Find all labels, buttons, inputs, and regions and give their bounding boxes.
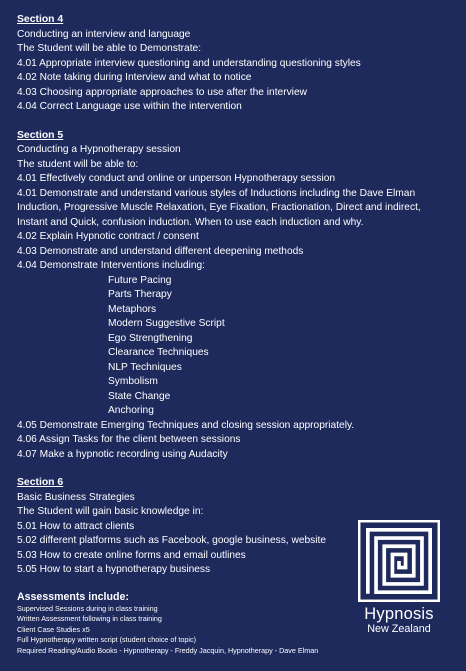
- section-6-line: 5.05 How to start a hypnotherapy business: [17, 564, 211, 575]
- section-4-line: 4.03 Choosing appropriate approaches to use after the interview: [17, 86, 307, 98]
- intervention-item: Clearance Techniques: [108, 347, 209, 358]
- section-5-line: 4.01 Effectively conduct and online or unperson Hypnotherapy session: [17, 173, 336, 184]
- section-4-line: 4.01 Appropriate interview questioning and understanding questioning styles: [17, 57, 361, 69]
- section-5-line: The student will be able to:: [17, 158, 139, 170]
- assessment-item: Client Case Studies x5: [17, 624, 90, 634]
- interventions-list: [17, 274, 457, 419]
- section-6-line: 5.02 different platforms such as Facebook, google business, website: [17, 535, 327, 546]
- section-6-heading: Section 6: [17, 477, 64, 488]
- section-4-line: The Student will be able to Demonstrate:: [17, 43, 202, 54]
- spacer: [17, 462, 457, 476]
- section-4-line: 4.04 Correct Language use within the intervention: [17, 101, 242, 112]
- intervention-item: Modern Suggestive Script: [108, 318, 225, 329]
- section-4-line: 4.02 Note taking during Interview and what to notice: [17, 72, 252, 83]
- square-spiral-icon: [358, 520, 440, 602]
- logo-wordmark: Hypnosis: [364, 605, 434, 623]
- section-5: [17, 129, 457, 463]
- intervention-item: Metaphors: [108, 303, 157, 315]
- section-5-line: 4.03 Demonstrate and understand different deepening methods: [17, 245, 304, 257]
- hypnosis-nz-logo: [358, 520, 440, 636]
- spacer: [17, 115, 457, 129]
- section-4-line: Conducting an interview and language: [17, 28, 191, 40]
- section-6-line: The Student will gain basic knowledge in:: [17, 506, 204, 517]
- section-6-line: 5.01 How to attract clients: [17, 520, 135, 532]
- section-5-line: 4.05 Demonstrate Emerging Techniques and closing session appropriately.: [17, 419, 355, 431]
- section-5-heading: Section 5: [17, 129, 64, 141]
- assessment-item: Required Reading/Audio Books - Hypnotherapy - Freddy Jacquin, Hypnotherapy - Dave Elman: [17, 645, 319, 655]
- logo-subtitle: New Zealand: [367, 623, 431, 635]
- section-4: [17, 13, 457, 115]
- intervention-item: Symbolism: [108, 376, 158, 387]
- intervention-item: Parts Therapy: [108, 289, 172, 300]
- intervention-item: Ego Strengthening: [108, 332, 193, 344]
- section-5-line: 4.06 Assign Tasks for the client between sessions: [17, 434, 241, 445]
- section-6-line: Basic Business Strategies: [17, 491, 135, 503]
- intervention-item: Future Pacing: [108, 274, 172, 286]
- intervention-item: State Change: [108, 390, 171, 402]
- assessment-item: Supervised Sessions during in class training: [17, 603, 158, 613]
- intervention-item: Anchoring: [108, 405, 154, 416]
- section-5-line: 4.02 Explain Hypnotic contract / consent: [17, 231, 199, 242]
- section-5-line: 4.07 Make a hypnotic recording using Audacity: [17, 448, 228, 460]
- section-5-line: Conducting a Hypnotherapy session: [17, 144, 181, 155]
- section-6-line: 5.03 How to create online forms and email outlines: [17, 549, 246, 561]
- assessments-heading: Assessments include:: [17, 590, 129, 603]
- assessment-item: Full Hypnotherapy written script (student choice of topic): [17, 635, 196, 644]
- section-5-inductions-item: 4.01 Demonstrate and understand various styles of Inductions including the Dave Elman Induction, Progressive Muscle Relaxation, Eye Fixation, Fractionation, Direct and indirect, Instant and Quick, confusion induction. When to use each induction and why.: [17, 187, 421, 228]
- section-5-line: 4.04 Demonstrate Interventions including:: [17, 260, 206, 271]
- section-4-heading: Section 4: [17, 14, 64, 25]
- intervention-item: NLP Techniques: [108, 361, 182, 373]
- assessment-item: Written Assessment following in class training: [17, 614, 162, 623]
